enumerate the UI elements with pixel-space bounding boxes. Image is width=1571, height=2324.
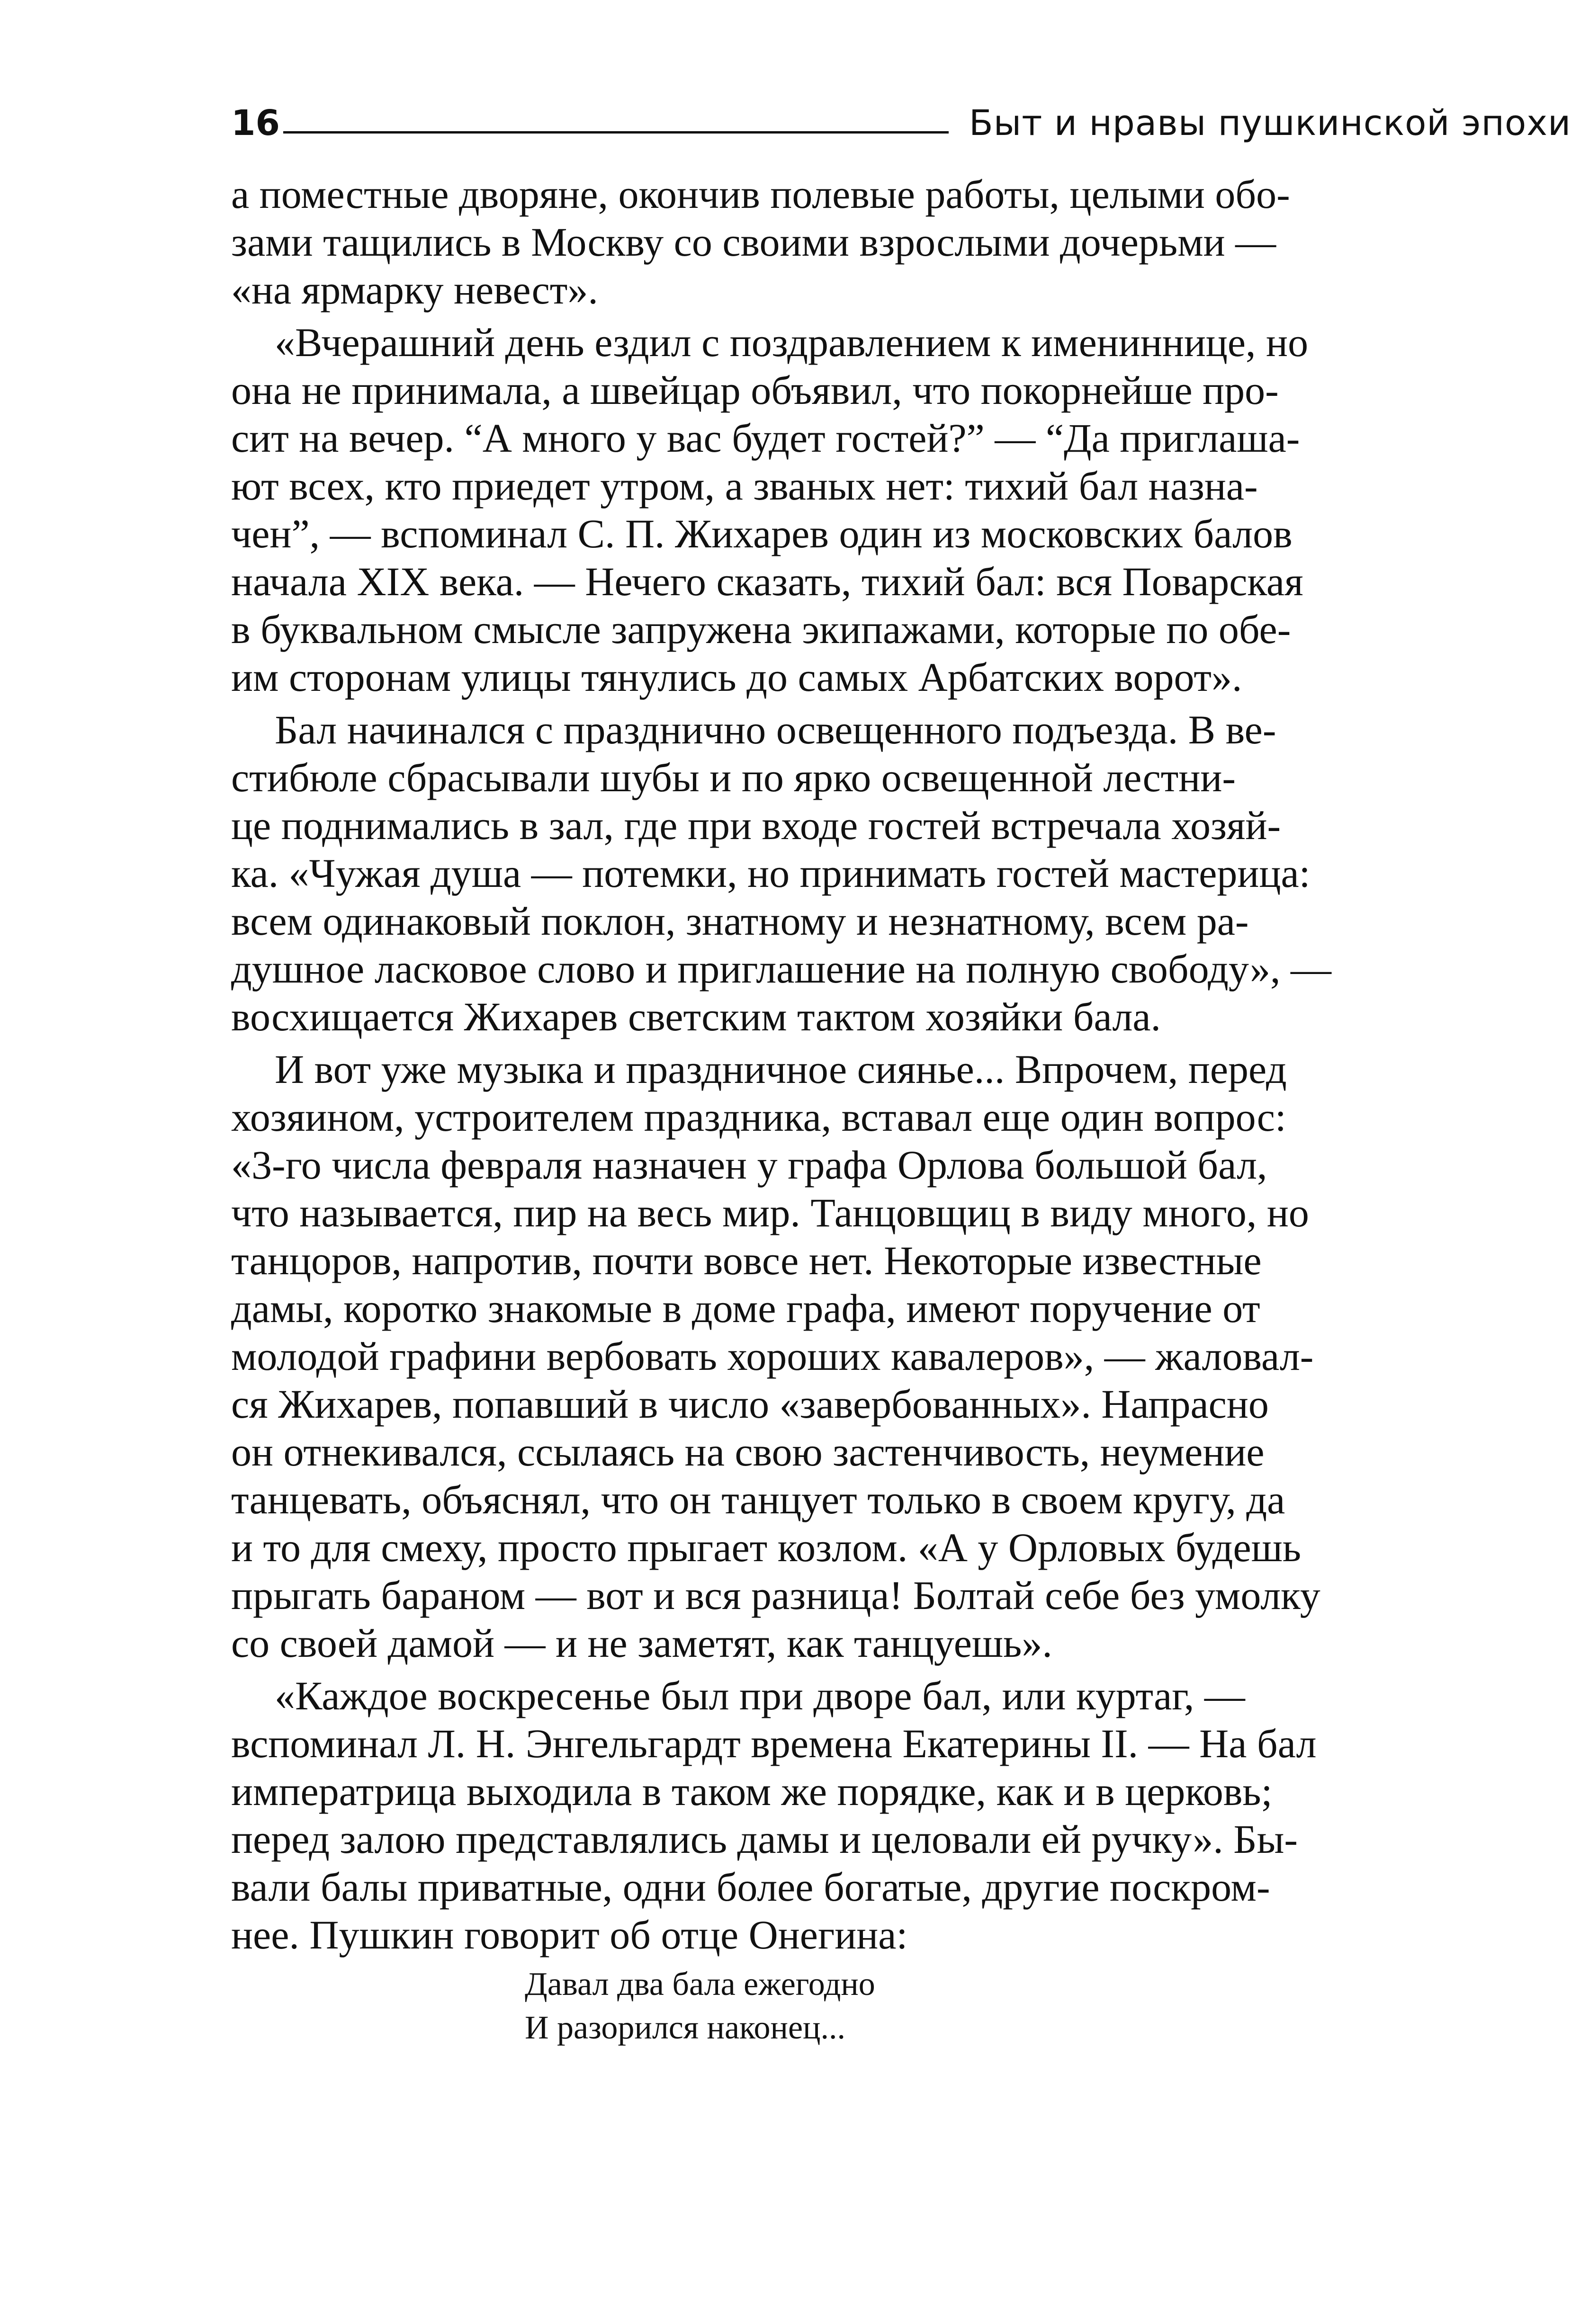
running-head xyxy=(231,97,1571,149)
page-number: 16 xyxy=(231,103,280,143)
paragraph: «Вчерашний день ездил с поздравлением к имениннице, но она не принимала, а швейцар объявил, что покорнейше про- сит на вечер. “А много у вас будет гостей?” — “Да приглаша- ют всех, кто приедет утром, а званых нет: тихий бал назна- чен”, — вспоминал С. П. Жихарев один из московских балов начала XIX века. — Нечего сказать, тихий бал: вся Поварская в буквальном смысле запружена экипажами, которые по обе- им сторонам улицы тянулись до самых Арбатских ворот». xyxy=(231,320,1309,700)
header-rule xyxy=(283,131,949,134)
verse-line: Давал два бала ежегодно xyxy=(525,1966,875,2002)
verse-quote xyxy=(525,1963,1188,2050)
paragraph: а поместные дворяне, окончив полевые работы, целыми обо- зами тащились в Москву со своими взрослыми дочерьми — «на ярмарку невест». xyxy=(231,171,1290,313)
paragraph: «Каждое воскресенье был при дворе бал, или куртаг, — вспоминал Л. Н. Энгельгардт времена Екатерины II. — На бал императрица выходила в таком же порядке, как и в церковь; перед залою представлялись дамы и целовали ей ручку». Бы- вали балы приватные, одни более богатые, другие поскром- нее. Пушкин говорит об отце Онегина: xyxy=(231,1673,1317,1958)
verse-line: И разорился наконец... xyxy=(525,2010,845,2046)
running-title: Быт и нравы пушкинской эпохи xyxy=(969,103,1571,143)
paragraph: Бал начинался с празднично освещенного подъезда. В ве- стибюле сбрасывали шубы и по ярко освещенной лестни- це поднимались в зал, где при входе гостей встречала хозяй- ка. «Чужая душа — потемки, но принимать гостей мастерица: всем одинаковый поклон, знатному и незнатному, всем ра- душное ласковое слово и приглашение на полную свободу», — восхищается Жихарев светским тактом хозяйки бала. xyxy=(231,707,1332,1039)
body-text xyxy=(231,170,1358,1964)
paragraph: И вот уже музыка и праздничное сиянье... Впрочем, перед хозяином, устроителем праздника, вставал еще один вопрос: «3-го числа февраля назначен у графа Орлова большой бал, что называется, пир на весь мир. Танцовщиц в виду много, но танцоров, напротив, почти вовсе нет. Некоторые известные дамы, коротко знакомые в доме графа, имеют поручение от молодой графини вербовать хороших кавалеров», — жаловал- ся Жихарев, попавший в число «завербованных». Напрасно он отнекивался, ссылаясь на свою застенчивость, неумение танцевать, объяснял, что он танцует только в своем кругу, да и то для смеху, просто прыгает козлом. «А у Орловых будешь прыгать бараном — вот и вся разница! Болтай себе без умолку со своей дамой — и не заметят, как танцуешь». xyxy=(231,1046,1320,1666)
